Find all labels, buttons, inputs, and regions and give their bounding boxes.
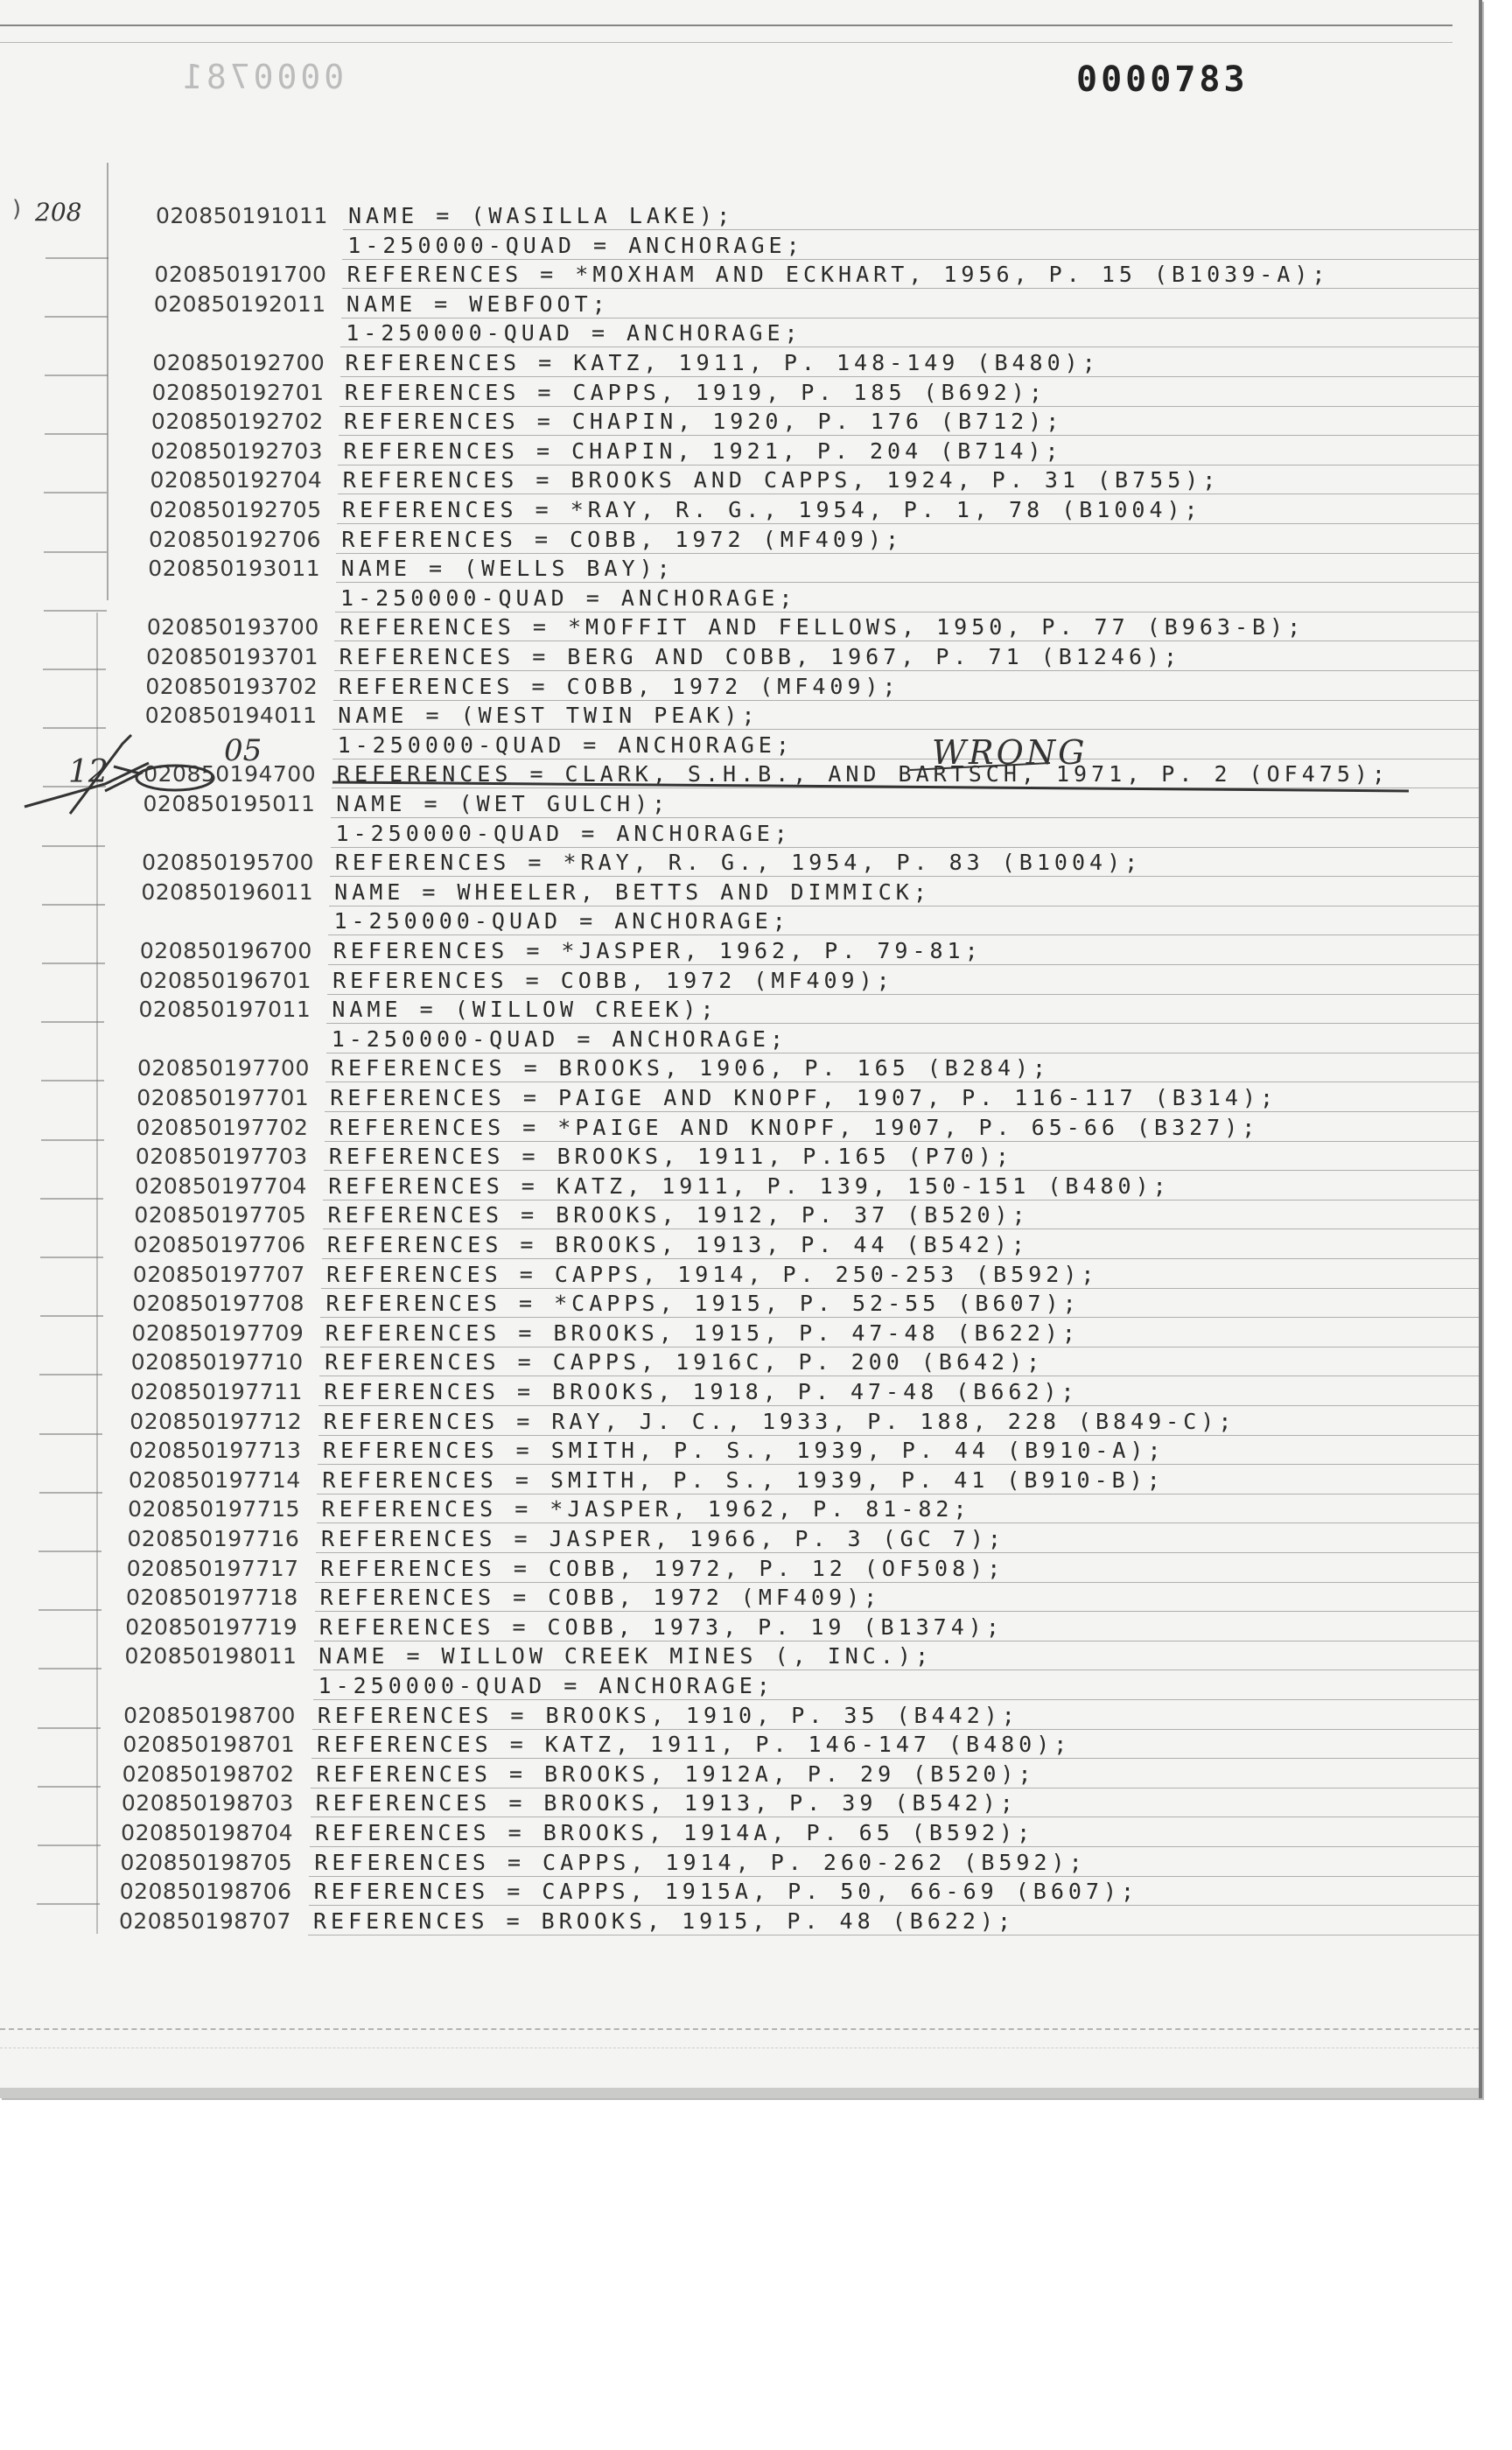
- record-id: 020850197706: [133, 1232, 306, 1257]
- record-text: REFERENCES = COBB, 1972, P. 12 (OF508);: [320, 1555, 1005, 1581]
- record-text: REFERENCES = *CAPPS, 1915, P. 52-55 (B607);: [326, 1291, 1081, 1317]
- record-id: 020850197708: [132, 1291, 305, 1317]
- record-id: 020850193700: [146, 614, 319, 640]
- record-text: REFERENCES = CAPPS, 1914, P. 250-253 (B592);: [326, 1261, 1099, 1287]
- row-rule: [311, 1816, 1479, 1817]
- record-text: REFERENCES = KATZ, 1911, P. 148-149 (B480);: [345, 350, 1100, 375]
- margin-tick: [40, 1198, 103, 1200]
- record-id: 020850191700: [154, 262, 327, 288]
- record-text: REFERENCES = SMITH, P. S., 1939, P. 44 (B910-A);: [323, 1438, 1166, 1464]
- record-text: REFERENCES = BROOKS AND CAPPS, 1924, P. 31 (B755);: [342, 467, 1221, 494]
- strike-through-line: [332, 782, 1409, 791]
- margin-tick: [39, 1433, 102, 1435]
- row-rule: [328, 964, 1479, 965]
- record-text: REFERENCES = BROOKS, 1910, P. 35 (B442);: [317, 1702, 1019, 1728]
- record-text: REFERENCES = *MOXHAM AND ECKHART, 1956, P. 15 (B1039-A);: [346, 262, 1330, 288]
- record-text: NAME = (WASILLA LAKE);: [348, 203, 735, 228]
- record-id: 020850198700: [123, 1702, 296, 1728]
- row-rule: [316, 1552, 1479, 1553]
- document-number: 0000783: [1076, 60, 1249, 100]
- record-text: REFERENCES = *JASPER, 1962, P. 79-81;: [332, 938, 983, 963]
- row-rule: [309, 1876, 1479, 1877]
- record-text: 1-250000-QUAD = ANCHORAGE;: [333, 908, 790, 934]
- record-id: 020850198011: [124, 1643, 298, 1670]
- record-id: 020850192706: [149, 526, 321, 552]
- record-id: 020850198706: [119, 1879, 292, 1905]
- margin-tick: [40, 1256, 103, 1258]
- record-text: 1-250000-QUAD = ANCHORAGE;: [335, 820, 792, 846]
- record-id: 020850194011: [144, 703, 318, 729]
- record-text: 1-250000-QUAD = ANCHORAGE;: [318, 1673, 774, 1698]
- margin-bracket: ): [12, 196, 22, 222]
- record-id: 020850193701: [146, 644, 318, 669]
- record-id: 020850192700: [152, 350, 326, 375]
- record-text: REFERENCES = CAPPS, 1916C, P. 200 (B642);: [325, 1349, 1045, 1376]
- record-id: 020850195700: [142, 850, 314, 876]
- record-id: 020850192011: [153, 290, 326, 317]
- row-rule: [314, 1641, 1479, 1642]
- row-rule: [313, 1699, 1479, 1700]
- row-rule: [312, 1758, 1479, 1759]
- record-text: REFERENCES = CAPPS, 1915A, P. 50, 66-69 (B607);: [313, 1879, 1139, 1905]
- row-rule: [315, 1611, 1479, 1612]
- record-id: 020850197719: [125, 1614, 298, 1640]
- record-text: REFERENCES = CAPPS, 1914, P. 260-262 (B592);: [314, 1849, 1087, 1875]
- record-text: NAME = (WET GULCH);: [336, 791, 670, 816]
- record-id: 020850198702: [122, 1760, 295, 1787]
- record-text: 1-250000-QUAD = ANCHORAGE;: [347, 232, 804, 258]
- row-rule: [323, 1228, 1479, 1229]
- record-id: 020850198707: [119, 1908, 291, 1934]
- wrong-underline: [910, 763, 1050, 770]
- row-rule: [309, 1905, 1479, 1906]
- record-id: 020850197704: [135, 1172, 307, 1199]
- row-rule: [324, 1170, 1479, 1171]
- record-id: 020850197713: [129, 1438, 302, 1464]
- margin-tick: [40, 1315, 103, 1317]
- handwritten-wrong: WRONG: [932, 733, 1088, 772]
- record-text: NAME = (WILLOW CREEK);: [332, 997, 718, 1023]
- record-text: REFERENCES = *JASPER, 1962, P. 81-82;: [321, 1496, 971, 1522]
- record-text: REFERENCES = COBB, 1972 (MF409);: [341, 526, 904, 552]
- record-text: REFERENCES = BROOKS, 1914A, P. 65 (B592);: [315, 1820, 1035, 1845]
- bottom-perforation: [0, 2028, 1479, 2030]
- record-id: 020850197701: [136, 1085, 310, 1110]
- record-text: REFERENCES = *PAIGE AND KNOPF, 1907, P. 65-66 (B327);: [329, 1114, 1260, 1140]
- margin-tick: [39, 1374, 102, 1376]
- record-id: 020850197705: [134, 1202, 307, 1228]
- record-id: 020850192704: [150, 467, 323, 494]
- record-id: 020850197707: [132, 1261, 305, 1287]
- margin-tick: [38, 1786, 101, 1788]
- record-id: 020850192701: [151, 379, 325, 405]
- record-text: NAME = WHEELER, BETTS AND DIMMICK;: [334, 878, 931, 905]
- record-id: 020850197700: [137, 1055, 310, 1082]
- row-rule: [327, 994, 1479, 995]
- row-rule: [320, 1347, 1479, 1348]
- record-text: REFERENCES = COBB, 1972 (MF409);: [319, 1585, 882, 1611]
- row-rule: [318, 1435, 1479, 1436]
- record-id: 020850196011: [141, 878, 314, 905]
- record-text: REFERENCES = CHAPIN, 1921, P. 204 (B714);: [343, 438, 1063, 464]
- record-id: 020850197717: [126, 1555, 299, 1581]
- record-id: 020850196701: [139, 967, 312, 993]
- row-rule: [312, 1729, 1479, 1730]
- margin-tick: [38, 1668, 102, 1670]
- record-id: 020850192705: [149, 497, 322, 522]
- margin-tick: [38, 1550, 102, 1552]
- record-text: REFERENCES = BROOKS, 1912A, P. 29 (B520);: [316, 1760, 1036, 1787]
- record-id: 020850192702: [150, 409, 324, 435]
- record-text: REFERENCES = CHAPIN, 1920, P. 176 (B712);: [344, 409, 1064, 435]
- circled-id: [136, 766, 214, 790]
- row-rule: [328, 934, 1479, 935]
- record-text: REFERENCES = CAPPS, 1919, P. 185 (B692);: [344, 379, 1046, 405]
- row-rule: [325, 1141, 1479, 1142]
- record-id: 020850198704: [121, 1820, 294, 1845]
- record-text: NAME = (WELLS BAY);: [340, 556, 675, 582]
- record-text: REFERENCES = BROOKS, 1912, P. 37 (B520);: [327, 1202, 1030, 1228]
- record-text: REFERENCES = BROOKS, 1913, P. 39 (B542);: [315, 1790, 1018, 1816]
- record-id: 020850197710: [130, 1349, 304, 1376]
- record-id: 020850194700: [144, 761, 317, 788]
- record-text: 1-250000-QUAD = ANCHORAGE;: [346, 320, 802, 346]
- record-text: REFERENCES = BROOKS, 1915, P. 48 (B622);: [313, 1908, 1016, 1934]
- record-id: 020850197709: [131, 1320, 304, 1346]
- row-rule: [318, 1464, 1479, 1465]
- record-text: NAME = WILLOW CREEK MINES (, INC.);: [318, 1643, 933, 1670]
- row-rule: [317, 1522, 1479, 1523]
- record-text: REFERENCES = COBB, 1972 (MF409);: [332, 967, 894, 993]
- record-id: 020850197011: [138, 997, 312, 1023]
- record-text: REFERENCES = BERG AND COBB, 1967, P. 71 (B1246);: [339, 644, 1182, 669]
- margin-tick: [39, 1492, 102, 1494]
- margin-tick: [38, 1609, 102, 1611]
- record-text: REFERENCES = KATZ, 1911, P. 146-147 (B480);: [317, 1732, 1072, 1758]
- record-id: 020850197716: [127, 1526, 300, 1551]
- record-text: REFERENCES = COBB, 1972 (MF409);: [338, 673, 900, 699]
- record-text: REFERENCES = *MOFFIT AND FELLOWS, 1950, P. 77 (B963-B);: [340, 614, 1306, 640]
- record-text: 1-250000-QUAD = ANCHORAGE;: [340, 584, 797, 611]
- record-id: 020850196700: [139, 938, 312, 963]
- record-id: 020850195011: [143, 791, 316, 816]
- margin-tick: [41, 1139, 104, 1141]
- row-rule: [330, 876, 1479, 877]
- record-id: 020850197711: [130, 1379, 303, 1404]
- record-text: NAME = (WEST TWIN PEAK);: [338, 703, 760, 729]
- record-id: 020850198703: [121, 1790, 294, 1816]
- record-id: 020850197718: [125, 1585, 298, 1611]
- record-id: 020850197715: [128, 1496, 300, 1522]
- record-id: 020850197714: [128, 1466, 301, 1493]
- row-rule: [318, 1405, 1479, 1406]
- record-id: 020850197702: [136, 1114, 309, 1140]
- row-rule: [326, 1023, 1479, 1024]
- record-text: REFERENCES = COBB, 1973, P. 19 (B1374);: [318, 1614, 1004, 1640]
- record-text: REFERENCES = *RAY, R. G., 1954, P. 83 (B1004);: [334, 850, 1143, 876]
- faded-page-number: 0000781: [179, 58, 345, 96]
- record-id: 020850197712: [130, 1408, 303, 1434]
- record-id: 020850197703: [135, 1144, 308, 1170]
- row-rule: [320, 1317, 1479, 1318]
- row-rule: [326, 1053, 1479, 1054]
- record-id: 020850193702: [145, 673, 318, 699]
- margin-tick: [37, 1903, 100, 1905]
- handwritten-12: 12: [68, 754, 108, 790]
- margin-note: 208: [35, 198, 82, 227]
- record-text: 1-250000-QUAD = ANCHORAGE;: [337, 732, 794, 758]
- margin-tick: [38, 1727, 101, 1729]
- margin-tick: [41, 1080, 104, 1082]
- record-id: 020850191011: [156, 203, 328, 228]
- record-text: REFERENCES = BROOKS, 1913, P. 44 (B542);: [326, 1232, 1029, 1257]
- page-bottom-edge: [0, 2088, 1479, 2098]
- record-text: NAME = WEBFOOT;: [346, 290, 610, 317]
- correction-marks: [0, 0, 1479, 875]
- row-rule: [315, 1582, 1479, 1583]
- record-text: REFERENCES = RAY, J. C., 1933, P. 188, 228 (B849-C);: [323, 1408, 1236, 1434]
- row-rule: [325, 1111, 1479, 1112]
- record-text: REFERENCES = JASPER, 1966, P. 3 (GC 7);: [320, 1526, 1005, 1551]
- row-rule: [321, 1288, 1479, 1289]
- margin-tick: [42, 904, 105, 906]
- row-rule: [310, 1846, 1479, 1847]
- record-text: REFERENCES = KATZ, 1911, P. 139, 150-151 (B480);: [328, 1172, 1171, 1199]
- handwritten-05: 05: [224, 733, 262, 768]
- record-text: REFERENCES = PAIGE AND KNOPF, 1907, P. 116-117 (B314);: [330, 1085, 1278, 1110]
- record-text: REFERENCES = *RAY, R. G., 1954, P. 1, 78 (B1004);: [342, 497, 1202, 522]
- record-id: 020850193011: [148, 556, 321, 582]
- record-text: REFERENCES = BROOKS, 1918, P. 47-48 (B662);: [324, 1379, 1079, 1404]
- record-id: 020850198705: [120, 1849, 293, 1875]
- record-id: 020850192703: [150, 438, 324, 464]
- row-rule: [308, 1935, 1479, 1936]
- record-text: REFERENCES = SMITH, P. S., 1939, P. 41 (B910-B);: [322, 1466, 1165, 1493]
- margin-tick: [38, 1844, 101, 1846]
- margin-tick: [42, 962, 105, 964]
- record-text: 1-250000-QUAD = ANCHORAGE;: [331, 1026, 788, 1052]
- record-text: REFERENCES = BROOKS, 1911, P.165 (P70);: [328, 1144, 1013, 1170]
- record-text: REFERENCES = CLARK, S.H.B., AND BARTSCH, 1971, P. 2 (OF475);: [336, 761, 1390, 788]
- record-id: 020850198701: [122, 1732, 296, 1758]
- record-text: REFERENCES = BROOKS, 1906, P. 165 (B284);: [331, 1055, 1051, 1082]
- margin-tick: [41, 1021, 104, 1023]
- row-rule: [322, 1258, 1479, 1259]
- record-text: REFERENCES = BROOKS, 1915, P. 47-48 (B622);: [325, 1320, 1080, 1346]
